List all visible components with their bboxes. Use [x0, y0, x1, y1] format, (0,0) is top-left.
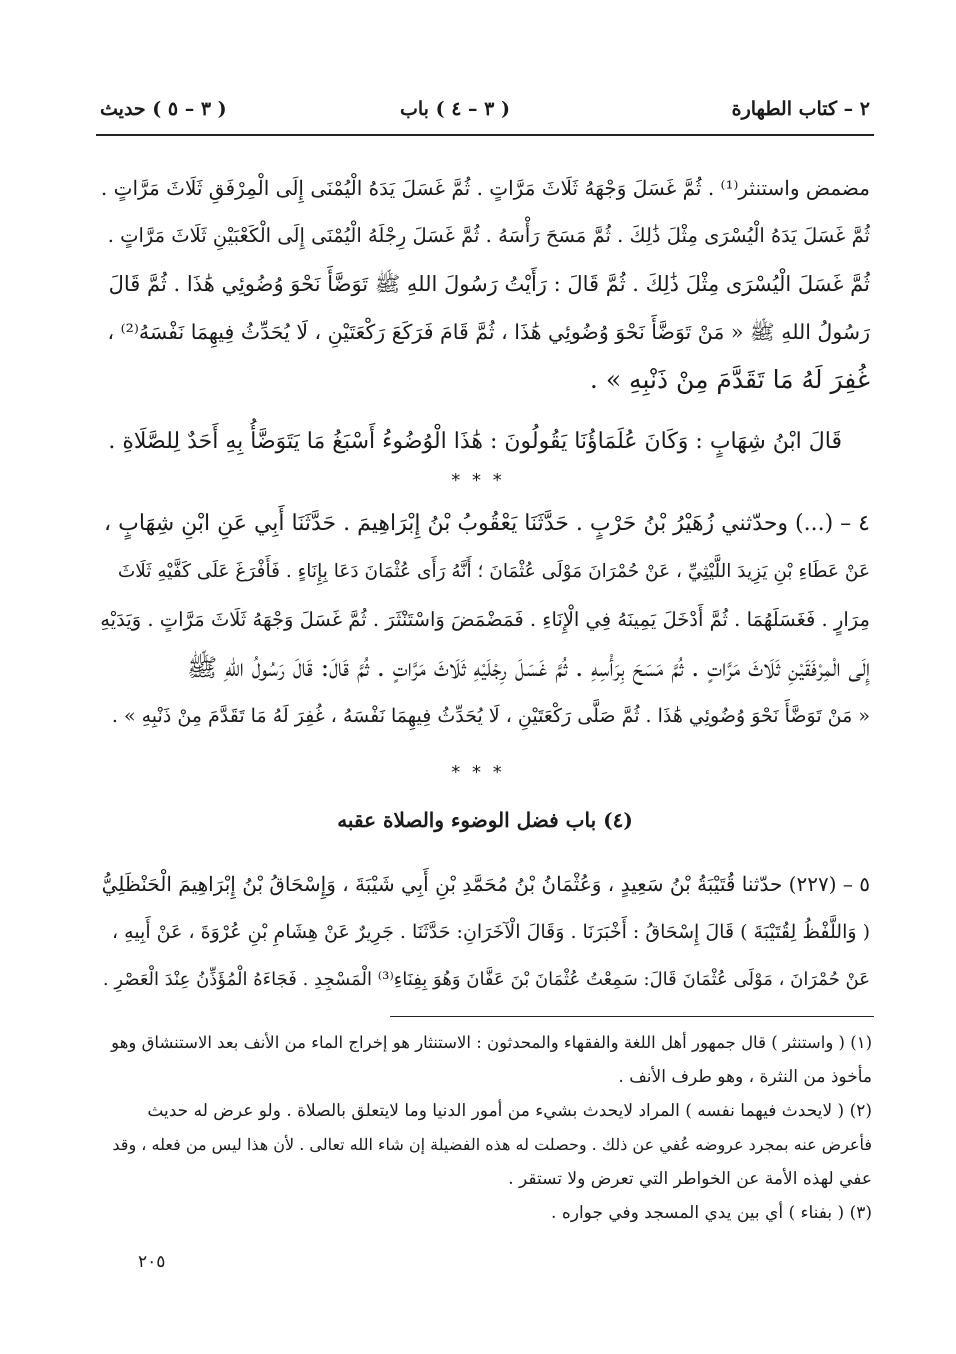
footnote-line: (١) ( واستنثر ) قال جمهور أهل اللغة والفقهاء والمحدثون : الاستنثار هو إخراج الماء من الأنف بعد الاستنشاق وهو: [111, 1033, 872, 1052]
text-line: قَالَ ابْنُ شِهَابٍ : وَكَانَ عُلَمَاؤُنَا يَقُولُونَ : هَٰذَا الْوُضُوءُ أَسْبَغُ مَا يَتَوَضَّأُ بِهِ أَحَدٌ لِلصَّلَاةِ .: [108, 429, 842, 454]
text-line: غُفِرَ لَهُ مَا تَقَدَّمَ مِنْ ذَنْبِهِ » .: [589, 365, 870, 394]
text-line: ثُمَّ غَسَلَ الْيُسْرَى مِثْلَ ذَٰلِكَ . ثُمَّ قَالَ : رَأَيْتُ رَسُولَ اللهِ ﷺ تَوَضَّأَ نَحْوَ وُضُوئِي هَٰذَا . ثُمَّ قَالَ: [108, 272, 870, 296]
footnote-line: فأعرض عنه بمجرد عروضه عُفي عن ذلك . وحصلت له هذه الفضيلة إن شاء الله تعالى . لأن هذا ليس من فعله ، وقد: [112, 1135, 872, 1154]
text-line: مضمض واستنثر⁽¹⁾ . ثُمَّ غَسَلَ وَجْهَهُ ثَلَاثَ مَرَّاتٍ . ثُمَّ غَسَلَ يَدَهُ الْيُمْنَى إِلَى الْمِرْفَقِ ثَلَاثَ مَرَّاتٍ .: [100, 176, 870, 200]
text-line: ( وَاللَّفْظُ لِقُتَيْبَةَ ) قَالَ إِسْحَاقُ : أَخْبَرَنَا . وَقَالَ الْآخَرَانِ: حَدَّثَنَا . جَرِيرٌ عَنْ هِشَامِ بْنِ عُرْوَةَ ، عَنْ أَبِيهِ ،: [111, 921, 870, 943]
hadith-5: [100, 860, 870, 1004]
hadith-4: [100, 500, 870, 740]
section-separator: * * *: [451, 470, 505, 491]
footnotes: [100, 1026, 872, 1230]
footnote-line: مأخوذ من النثرة ، وهو طرف الأنف .: [618, 1067, 872, 1087]
text-line: ٥ – (٢٢٧) حدّثنا قُتَيْبَةُ بْنُ سَعِيدٍ ، وَعُثْمَانُ بْنُ مُحَمَّدِ بْنِ أَبِي شَيْبَةَ ، وَإِسْحَاقُ بْنُ إِبْرَاهِيمَ الْحَنْظَلِيُّ: [101, 872, 870, 896]
text-line: ٤ – (...) وحدّثني زُهَيْرُ بْنُ حَرْبٍ . حَدَّثَنَا يَعْقُوبُ بْنُ إِبْرَاهِيمَ . حَدَّثَنَا أَبِي عَنِ ابْنِ شِهَابٍ ،: [104, 511, 870, 536]
running-header: [100, 92, 870, 128]
text-line: مِرَارٍ . فَغَسَلَهُمَا . ثُمَّ أَدْخَلَ يَمِينَهُ فِي الْإِنَاءِ . فَمَضْمَضَ وَاسْتَنْثَرَ . ثُمَّ غَسَلَ وَجْهَهُ ثَلَاثَ مَرَّاتٍ . وَيَدَيْهِ: [100, 608, 870, 631]
page-number: ٢٠٥: [138, 1252, 166, 1272]
chapter-title: (٤) باب فضل الوضوء والصلاة عقبه: [337, 808, 633, 832]
header-book-title: ٢ – كتاب الطهارة: [731, 98, 870, 120]
footnote-line: (٢) ( لايحدث فيهما نفسه ) المراد لايحدث بشيء من أمور الدنيا وما لايتعلق بالصلاة . ولو عرض له حديث: [147, 1101, 872, 1121]
text-line: إِلَى الْمِرْفَقَيْنِ ثَلَاثَ مَرَّاتٍ . ثُمَّ مَسَحَ بِرَأْسِهِ . ثُمَّ غَسَلَ رِجْلَيْهِ ثَلَاثَ مَرَّاتٍ . ثُمَّ قَالَ: قَالَ رَسُولُ اللهِ ﷺ: [186, 653, 870, 682]
footnote-line: عفي لهذه الأمة عن الخواطر التي تعرض ولا تستقر .: [508, 1169, 872, 1189]
footnote-rule: [390, 1016, 874, 1017]
header-hadith-ref: ( ٣ – ٥ ) حديث: [100, 98, 227, 120]
header-rule: [96, 134, 874, 136]
section-separator: * * *: [451, 762, 505, 783]
text-line: ثُمَّ غَسَلَ يَدَهُ الْيُسْرَى مِثْلَ ذَٰلِكَ . ثُمَّ مَسَحَ رَأْسَهُ . ثُمَّ غَسَلَ رِجْلَهُ الْيُمْنَى إِلَى الْكَعْبَيْنِ ثَلَاثَ مَرَّاتٍ .: [107, 224, 870, 247]
text-line: عَنْ حُمْرَانَ ، مَوْلَى عُثْمَانَ قَالَ: سَمِعْتُ عُثْمَانَ بْنَ عَفَّانَ وَهُوَ بِفِنَاءِ⁽³⁾ الْمَسْجِدِ . فَجَاءَهُ الْمُؤَذِّنُ عِنْدَ الْعَصْرِ .: [102, 969, 870, 990]
header-chapter-ref: ( ٣ – ٤ ) باب: [400, 98, 510, 120]
text-line: « مَنْ تَوَضَّأَ نَحْوَ وُضُوئِي هَٰذَا . ثُمَّ صَلَّى رَكْعَتَيْنِ ، لَا يُحَدِّثُ فِيهِمَا نَفْسَهُ ، غُفِرَ لَهُ مَا تَقَدَّمَ مِنْ ذَنْبِهِ » .: [111, 705, 870, 727]
footnote-line: (٣) ( بفناء ) أي بين يدي المسجد وفي جواره .: [551, 1203, 872, 1223]
hadith-3-continuation: [100, 164, 870, 404]
text-line: رَسُولُ اللهِ ﷺ « مَنْ تَوَضَّأَ نَحْوَ وُضُوئِي هَٰذَا ، ثُمَّ قَامَ فَرَكَعَ رَكْعَتَيْنِ ، لَا يُحَدِّثُ فِيهِمَا نَفْسَهُ⁽²⁾ ،: [107, 320, 870, 344]
ibn-shihab-note: [100, 418, 870, 466]
text-line: عَنْ عَطَاءِ بْنِ يَزِيدَ اللَّيْثِيِّ ، عَنْ حُمْرَانَ مَوْلَى عُثْمَانَ ؛ أَنَّهُ رَأَى عُثْمَانَ دَعَا بِإِنَاءٍ . فَأَفْرَغَ عَلَى كَفَّيْهِ ثَلَاثَ: [117, 561, 870, 582]
